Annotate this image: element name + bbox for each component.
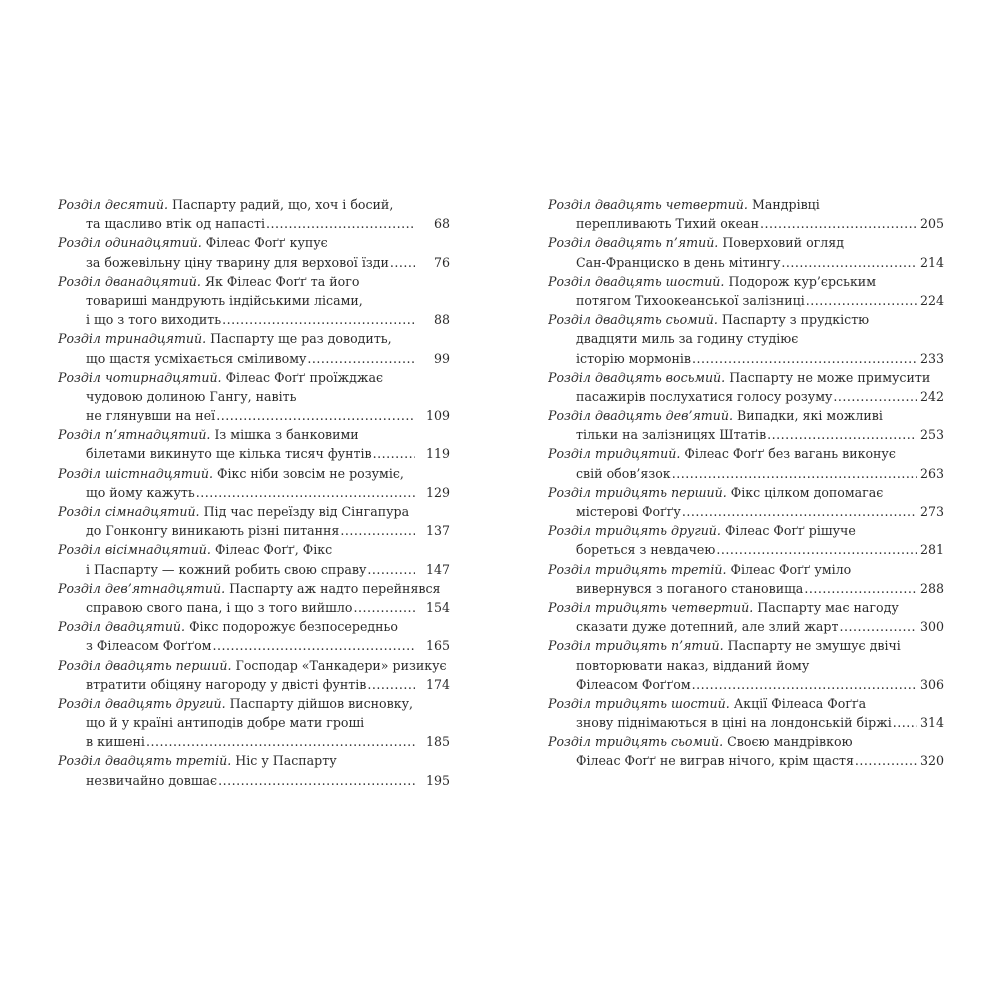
toc-entry <box>548 233 944 271</box>
dot-leader <box>218 771 415 790</box>
toc-line <box>548 272 944 291</box>
toc-entry <box>58 195 450 233</box>
chapter-description: Подорож кур’єрським <box>728 273 877 289</box>
toc-line <box>58 444 450 463</box>
toc-line <box>548 406 944 425</box>
chapter-title: Розділ двадцять п’ятий. <box>548 235 719 251</box>
chapter-title: Розділ п’ятнадцятий. <box>58 427 211 443</box>
chapter-description: чудовою долиною Гангу, навіть <box>86 388 297 404</box>
toc-entry <box>548 521 944 559</box>
dot-leader <box>893 713 917 732</box>
page-number: 263 <box>919 465 944 481</box>
chapter-description: втратити обіцяну нагороду у двісті фунтів <box>86 676 367 692</box>
toc-line-text <box>576 425 766 444</box>
chapter-description: Випадки, які можливі <box>736 408 883 424</box>
chapter-title: Розділ двадцятий. <box>58 619 186 635</box>
toc-line <box>58 387 450 406</box>
dot-leader <box>367 560 415 579</box>
chapter-description: Паспарту з прудкістю <box>721 312 870 328</box>
page-number: 99 <box>433 350 450 366</box>
toc-line-text <box>86 214 265 233</box>
toc-line-text <box>576 349 691 368</box>
toc-entry <box>58 656 450 694</box>
chapter-title: Розділ двадцять шостий. <box>548 273 725 289</box>
page-number: 174 <box>425 676 450 692</box>
dot-leader <box>222 310 415 329</box>
chapter-description: знову піднімаються в ціні на лондонській біржі <box>576 715 892 731</box>
chapter-description: Філеас Фоґґ проїжджає <box>225 369 384 385</box>
chapter-description: бореться з невдачею <box>576 542 716 558</box>
chapter-description: Із мішка з банковими <box>214 427 359 443</box>
toc-line <box>58 349 450 368</box>
chapter-title: Розділ вісімнадцятий. <box>58 542 211 558</box>
toc-line-text <box>86 483 195 502</box>
toc-line <box>548 598 944 617</box>
toc-line-text <box>86 406 215 425</box>
toc-line <box>548 713 944 732</box>
toc-line <box>58 732 450 751</box>
toc-line <box>548 310 944 329</box>
toc-line <box>548 483 944 502</box>
toc-line <box>548 387 944 406</box>
toc-entry <box>58 272 450 330</box>
toc-line <box>548 521 944 540</box>
toc-entry <box>58 368 450 426</box>
page-number: 273 <box>919 504 944 519</box>
chapter-title: Розділ двадцять сьомий. <box>548 312 718 328</box>
toc-line <box>58 675 450 694</box>
dot-leader <box>367 675 415 694</box>
dot-leader <box>682 502 917 521</box>
chapter-title: Розділ одинадцятий. <box>58 235 202 251</box>
page-number: 281 <box>919 542 944 558</box>
toc-entry <box>548 598 944 636</box>
toc-column-left <box>58 195 450 790</box>
chapter-title: Розділ двадцять перший. <box>58 657 232 673</box>
toc-entry <box>548 560 944 598</box>
toc-line-text <box>86 771 217 790</box>
chapter-description: Паспарту не може примусити <box>729 369 931 385</box>
toc-line-text <box>86 636 211 655</box>
chapter-description: справою свого пана, і що з того вийшло <box>86 599 353 615</box>
toc-line <box>58 310 450 329</box>
chapter-description: Ніс у Паспарту <box>235 753 337 769</box>
toc-line <box>58 656 450 675</box>
dot-leader <box>692 675 917 694</box>
chapter-description: до Гонконгу виникають різні питання <box>86 523 340 539</box>
toc-line <box>58 713 450 732</box>
toc-entry <box>58 502 450 540</box>
dot-leader <box>833 387 917 406</box>
dot-leader <box>196 483 415 502</box>
chapter-description: сказати дуже дотепний, але злий жарт <box>576 619 839 635</box>
toc-line <box>58 521 450 540</box>
chapter-title: Розділ двадцять другий. <box>58 695 226 711</box>
chapter-description: Філеас Фоґґ рішуче <box>724 523 856 539</box>
toc-line <box>548 444 944 463</box>
toc-line <box>548 694 944 713</box>
toc-line-text <box>86 560 366 579</box>
page-number: 300 <box>919 619 944 635</box>
dot-leader <box>692 349 917 368</box>
toc-entry <box>548 195 944 233</box>
page-number: 154 <box>425 599 450 615</box>
page-number: 242 <box>919 388 944 404</box>
toc-entry <box>58 694 450 752</box>
chapter-description: двадцяти миль за годину студіює <box>576 331 799 347</box>
chapter-description: Паспарту дійшов висновку, <box>229 695 413 711</box>
toc-entry <box>58 540 450 578</box>
toc-line <box>548 349 944 368</box>
toc-line <box>548 636 944 655</box>
dot-leader <box>212 636 415 655</box>
page-number: 253 <box>919 427 944 443</box>
chapter-description: Акції Філеаса Фоґґа <box>733 695 867 711</box>
chapter-description: і Паспарту — кожний робить свою справу <box>86 561 367 577</box>
toc-line-text <box>576 291 805 310</box>
toc-line-text <box>86 598 352 617</box>
toc-entry <box>548 732 944 770</box>
page-number: 306 <box>919 676 944 692</box>
page-number: 233 <box>919 350 944 366</box>
toc-entry <box>58 464 450 502</box>
toc-line-text <box>576 675 691 694</box>
chapter-description: Мандрівці <box>751 197 820 212</box>
chapter-description: Паспарту радий, що, хоч і босий, <box>171 197 394 212</box>
dot-leader <box>373 444 415 463</box>
toc-line <box>548 579 944 598</box>
toc-line <box>58 502 450 521</box>
chapter-description: Паспарту аж надто перейнявся <box>229 580 441 596</box>
toc-line <box>548 195 944 214</box>
dot-leader <box>390 253 415 272</box>
toc-line <box>58 579 450 598</box>
page-number: 320 <box>919 753 944 769</box>
dot-leader <box>146 732 415 751</box>
chapter-description: Паспарту не змушує двічі <box>727 638 901 654</box>
toc-entry <box>548 310 944 368</box>
chapter-description: що йому кажуть <box>86 484 195 500</box>
page-number: 68 <box>433 216 450 232</box>
chapter-title: Розділ тридцять третій. <box>548 561 727 577</box>
chapter-description: історію мормонів <box>576 350 692 366</box>
toc-column-right <box>548 195 944 771</box>
chapter-description: Філеас Фоґґ, Фікс <box>214 542 333 558</box>
dot-leader <box>806 291 917 310</box>
toc-line <box>548 540 944 559</box>
page-number: 185 <box>425 734 450 750</box>
dot-leader <box>767 425 917 444</box>
chapter-description: Філеас Фоґґ уміло <box>730 561 852 577</box>
chapter-title: Розділ тринадцятий. <box>58 331 207 347</box>
toc-entry <box>58 233 450 271</box>
dot-leader <box>760 214 917 233</box>
toc-line-text <box>86 521 339 540</box>
dot-leader <box>266 214 415 233</box>
dot-leader <box>839 617 917 636</box>
toc-line <box>58 560 450 579</box>
toc-line <box>58 617 450 636</box>
chapter-description: Філеасом Фоґґом <box>576 676 691 692</box>
toc-line <box>548 732 944 751</box>
chapter-description: що й у країні антиподів добре мати гроші <box>86 715 365 731</box>
toc-line-text <box>576 387 832 406</box>
dot-leader <box>340 521 415 540</box>
toc-line <box>58 233 450 252</box>
chapter-description: Поверховий огляд <box>722 235 844 251</box>
toc-line <box>58 636 450 655</box>
page-number: 88 <box>433 312 450 328</box>
page-number: 129 <box>425 484 450 500</box>
chapter-title: Розділ тридцять сьомий. <box>548 734 724 750</box>
page-number: 137 <box>425 523 450 539</box>
toc-line <box>58 598 450 617</box>
toc-line <box>58 214 450 233</box>
chapter-description: містерові Фоґґу <box>576 504 681 519</box>
chapter-description: Філеас Фоґґ не виграв нічого, крім щастя <box>576 753 854 769</box>
dot-leader <box>216 406 415 425</box>
toc-entry <box>548 636 944 694</box>
dot-leader <box>307 349 415 368</box>
page-number: 314 <box>919 715 944 731</box>
chapter-description: Фікс ніби зовсім не розуміє, <box>217 465 404 481</box>
dot-leader <box>855 751 917 770</box>
chapter-description: Сан-Франциско в день мітингу <box>576 254 781 270</box>
toc-line-text <box>86 253 389 272</box>
chapter-description: Паспарту має нагоду <box>757 599 899 615</box>
chapter-title: Розділ сімнадцятий. <box>58 504 200 519</box>
toc-line <box>548 253 944 272</box>
toc-line-text <box>576 540 715 559</box>
chapter-description: Як Філеас Фоґґ та його <box>204 273 360 289</box>
dot-leader <box>672 464 917 483</box>
chapter-description: пасажирів послухатися голосу розуму <box>576 388 833 404</box>
toc-entry <box>58 617 450 655</box>
toc-line-text <box>576 617 838 636</box>
page-number: 195 <box>425 772 450 788</box>
toc-entry <box>58 329 450 367</box>
toc-line <box>548 751 944 770</box>
chapter-description: Філеас Фоґґ купує <box>205 235 328 251</box>
page-number: 214 <box>919 254 944 270</box>
toc-line <box>58 540 450 559</box>
dot-leader <box>353 598 415 617</box>
page-number: 109 <box>425 408 450 424</box>
chapter-title: Розділ двадцять восьмий. <box>548 369 726 385</box>
toc-entry <box>548 272 944 310</box>
page-number: 76 <box>433 254 450 270</box>
page-number: 119 <box>425 446 450 462</box>
toc-line <box>548 291 944 310</box>
chapter-title: Розділ шістнадцятий. <box>58 465 213 481</box>
page-number: 288 <box>919 580 944 596</box>
toc-line <box>58 272 450 291</box>
chapter-description: перепливають Тихий океан <box>576 216 760 232</box>
toc-line <box>548 464 944 483</box>
toc-entry <box>548 368 944 406</box>
toc-line-text <box>576 214 759 233</box>
toc-line <box>548 656 944 675</box>
chapter-description: тільки на залізницях Штатів <box>576 427 767 443</box>
chapter-description: товариші мандрують індійськими лісами, <box>86 292 363 308</box>
toc-line <box>58 253 450 272</box>
chapter-description: повторювати наказ, відданий йому <box>576 657 810 673</box>
page-number: 147 <box>425 561 450 577</box>
chapter-title: Розділ двадцять третій. <box>58 753 232 769</box>
toc-entry <box>58 751 450 789</box>
chapter-description: вивернувся з поганого становища <box>576 580 804 596</box>
toc-line-text <box>576 751 854 770</box>
toc-line <box>548 502 944 521</box>
chapter-description: не глянувши на неї <box>86 408 216 424</box>
chapter-description: потягом Тихоокеанської залізниці <box>576 292 805 308</box>
toc-line-text <box>86 349 306 368</box>
dot-leader <box>804 579 917 598</box>
toc-entry <box>58 579 450 617</box>
toc-line-text <box>576 502 681 521</box>
chapter-description: в кишені <box>86 734 145 750</box>
toc-line-text <box>86 310 221 329</box>
toc-line <box>58 771 450 790</box>
toc-line-text <box>576 713 892 732</box>
toc-line <box>548 617 944 636</box>
toc-line <box>58 425 450 444</box>
toc-line <box>58 694 450 713</box>
dot-leader <box>781 253 917 272</box>
chapter-description: що щастя усміхається сміливому <box>86 350 307 366</box>
chapter-description: і що з того виходить <box>86 312 222 328</box>
toc-line <box>58 483 450 502</box>
toc-line <box>58 329 450 348</box>
chapter-title: Розділ двадцять дев’ятий. <box>548 408 733 424</box>
chapter-description: Фікс цілком допомагає <box>730 484 884 500</box>
toc-line <box>58 195 450 214</box>
toc-line <box>58 368 450 387</box>
page-number: 205 <box>919 216 944 232</box>
chapter-description: Філеас Фоґґ без вагань виконує <box>684 446 896 462</box>
toc-line <box>548 233 944 252</box>
chapter-description: та щасливо втік од напасті <box>86 216 265 232</box>
chapter-description: Господар «Танкадери» ризикує <box>235 657 447 673</box>
chapter-description: Паспарту ще раз доводить, <box>210 331 392 347</box>
chapter-description: Своєю мандрівкою <box>727 734 853 750</box>
toc-line <box>548 214 944 233</box>
chapter-title: Розділ тридцять перший. <box>548 484 727 500</box>
toc-entry <box>548 444 944 482</box>
page-number: 224 <box>919 292 944 308</box>
chapter-description: Під час переїзду від Сінгапура <box>203 504 410 519</box>
toc-line <box>58 751 450 770</box>
toc-line <box>548 425 944 444</box>
toc-line <box>548 560 944 579</box>
toc-line <box>548 675 944 694</box>
dot-leader <box>716 540 917 559</box>
toc-line-text <box>86 444 372 463</box>
chapter-description: свій обов’язок <box>576 465 671 481</box>
toc-line <box>58 464 450 483</box>
chapter-title: Розділ дев’ятнадцятий. <box>58 580 226 596</box>
toc-entry <box>548 694 944 732</box>
chapter-description: незвичайно довшає <box>86 772 218 788</box>
toc-line <box>548 329 944 348</box>
chapter-title: Розділ десятий. <box>58 197 168 212</box>
chapter-title: Розділ тридцять шостий. <box>548 695 730 711</box>
toc-entry <box>548 406 944 444</box>
toc-line-text <box>86 732 145 751</box>
toc-entry <box>548 483 944 521</box>
toc-line-text <box>576 464 671 483</box>
toc-line <box>548 368 944 387</box>
page-number: 165 <box>425 638 450 654</box>
chapter-description: Фікс подорожує безпосередньо <box>189 619 398 635</box>
toc-entry <box>58 425 450 463</box>
chapter-title: Розділ тридцять другий. <box>548 523 721 539</box>
chapter-description: з Філеасом Фоґґом <box>86 638 212 654</box>
chapter-title: Розділ тридцятий. <box>548 446 681 462</box>
chapter-description: за божевільну ціну тварину для верхової їзди <box>86 254 389 270</box>
chapter-title: Розділ тридцять п’ятий. <box>548 638 724 654</box>
toc-line-text <box>576 579 803 598</box>
chapter-description: білетами викинуто ще кілька тисяч фунтів <box>86 446 372 462</box>
toc-line <box>58 291 450 310</box>
toc-line-text <box>86 675 366 694</box>
chapter-title: Розділ двадцять четвертий. <box>548 197 748 212</box>
toc-line <box>58 406 450 425</box>
chapter-title: Розділ чотирнадцятий. <box>58 369 222 385</box>
chapter-title: Розділ тридцять четвертий. <box>548 599 754 615</box>
toc-line-text <box>576 253 780 272</box>
chapter-title: Розділ дванадцятий. <box>58 273 201 289</box>
